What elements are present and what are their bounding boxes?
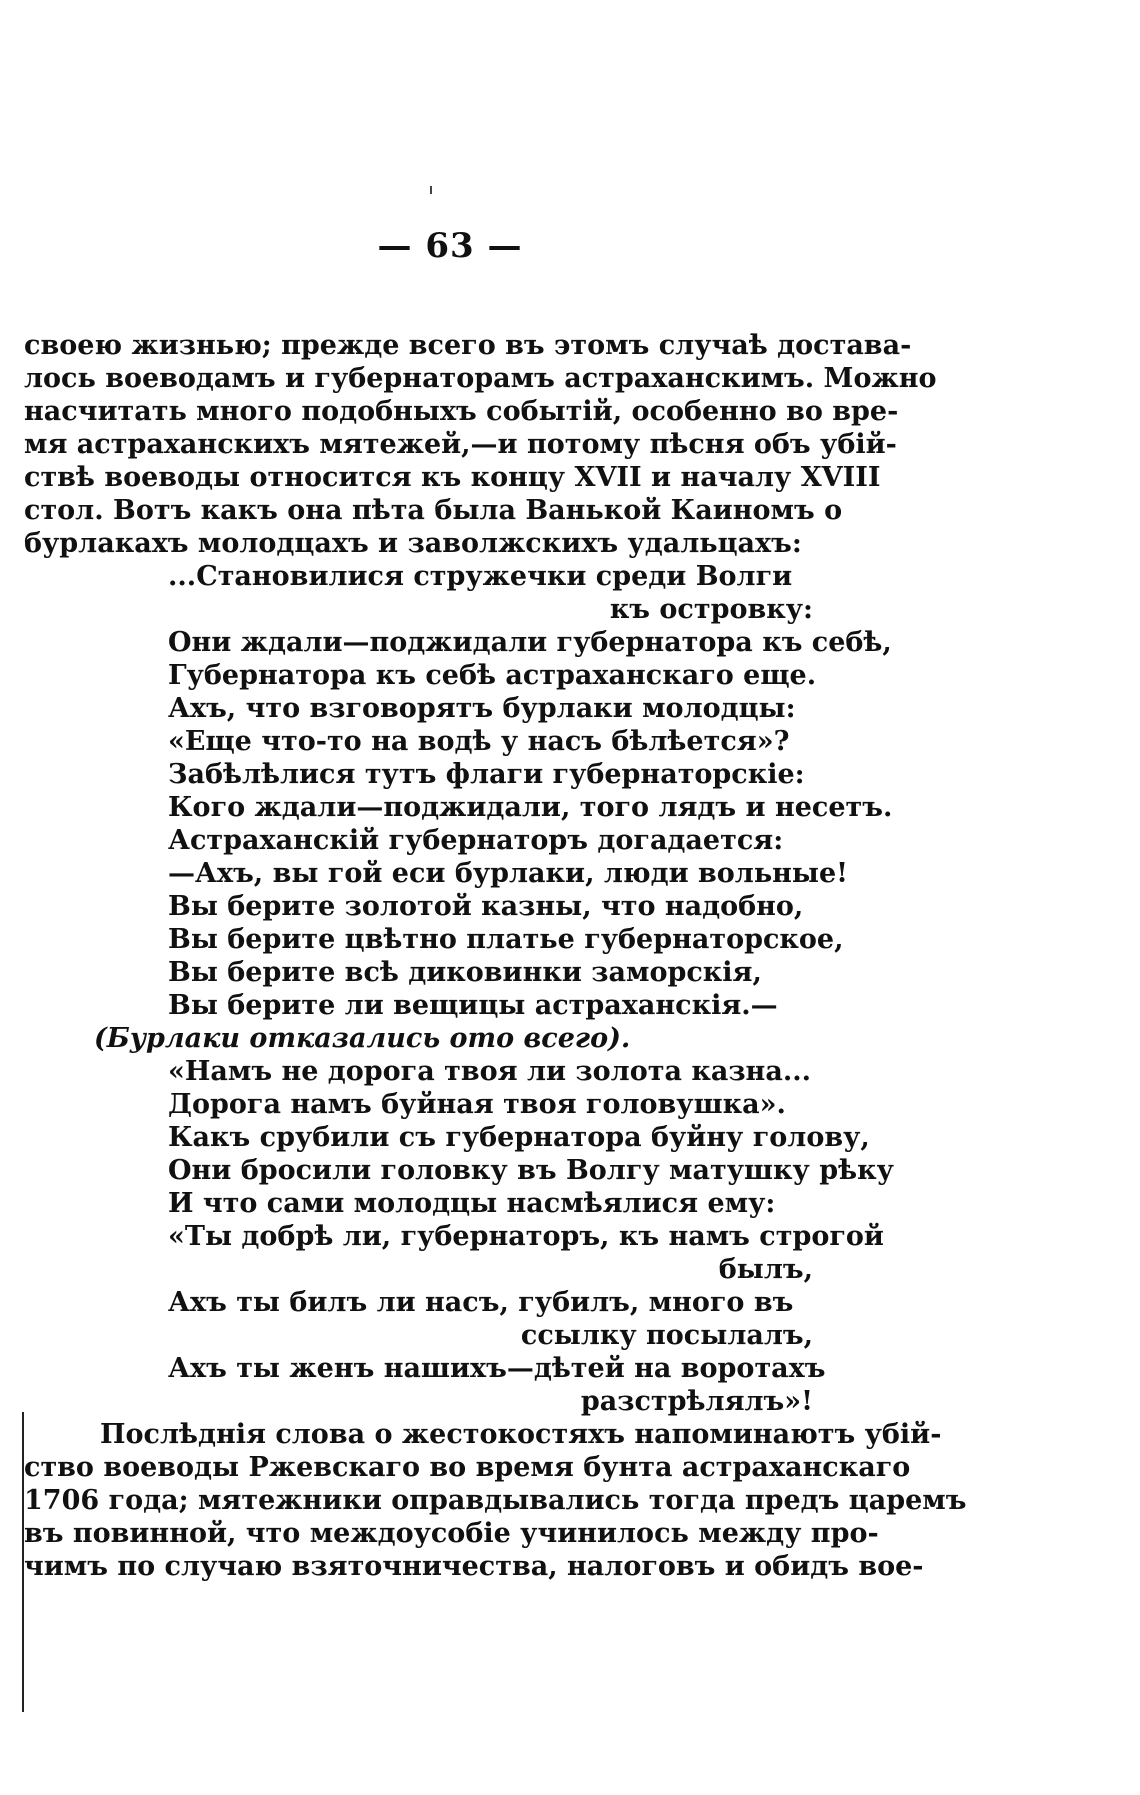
page-number: — 63 — (377, 226, 523, 266)
verse-line-continuation: къ островку: (609, 594, 813, 625)
verse-line: Кого ждали—поджидали, того лядъ и несетъ. (168, 792, 893, 823)
verse-line: Ахъ, что взговорятъ бурлаки молодцы: (168, 693, 796, 724)
prose-line: ство воеводы Ржевскаго во время бунта астраханскаго (24, 1452, 911, 1483)
verse-line: Вы берите золотой казны, что надобно, (168, 891, 804, 922)
verse-line: «Ты добрѣ ли, губернаторъ, къ намъ строгой (168, 1221, 884, 1252)
prose-line: стол. Вотъ какъ она пѣта была Ванькой Каиномъ о (24, 495, 843, 526)
verse-line: Они ждали—поджидали губернатора къ себѣ, (168, 627, 892, 658)
prose-line: ствѣ воеводы относится къ концу XVII и началу XVIII (24, 462, 881, 493)
verse-line: ...Становилися стружечки среди Волги (168, 561, 793, 592)
verse-line: Какъ срубили съ губернатора буйну голову, (168, 1122, 870, 1153)
verse-line: Губернатора къ себѣ астраханскаго еще. (168, 660, 817, 691)
verse-line: Вы берите цвѣтно платье губернаторское, (168, 924, 844, 955)
verse-line: Ахъ ты женъ нашихъ—дѣтей на воротахъ (168, 1353, 826, 1384)
verse-line: Забѣлѣлися тутъ флаги губернаторскіе: (168, 759, 805, 790)
verse-line-continuation: былъ, (718, 1254, 813, 1285)
verse-line-continuation: разстрѣлялъ»! (580, 1386, 813, 1417)
verse-line: И что сами молодцы насмѣялися ему: (168, 1188, 776, 1219)
prose-line: мя астраханскихъ мятежей,—и потому пѣсня объ убій- (24, 429, 897, 460)
verse-line: «Еще что-то на водѣ у насъ бѣлѣется»? (168, 726, 790, 757)
prose-line: 1706 года; мятежники оправдывались тогда предъ царемъ (24, 1485, 967, 1516)
verse-line: Они бросили головку въ Волгу матушку рѣку (168, 1155, 894, 1186)
verse-line: Дорога намъ буйная твоя головушка». (168, 1089, 786, 1120)
verse-line: Вы берите ли вещицы астраханскія.— (168, 990, 778, 1021)
prose-line: бурлакахъ молодцахъ и заволжскихъ удальцахъ: (24, 528, 802, 559)
prose-line: насчитать много подобныхъ событій, особенно во вре- (24, 396, 899, 427)
verse-line-continuation: ссылку посылалъ, (520, 1320, 813, 1351)
verse-line: Ахъ ты билъ ли насъ, губилъ, много въ (168, 1287, 794, 1318)
print-mark (430, 186, 432, 194)
verse-line: —Ахъ, вы гой еси бурлаки, люди вольные! (168, 858, 849, 889)
prose-line: чимъ по случаю взяточничества, налоговъ и обидъ вое- (24, 1551, 924, 1582)
verse-line: «Намъ не дорога твоя ли золота казна... (168, 1056, 812, 1087)
verse-line: Вы берите всѣ диковинки заморскія, (168, 957, 762, 988)
prose-line: Послѣднія слова о жестокостяхъ напоминаютъ убій- (100, 1419, 942, 1450)
stage-remark: (Бурлаки отказались ото всего). (94, 1023, 631, 1054)
prose-line: въ повинной, что междоусобіе учинилось между про- (24, 1518, 879, 1549)
prose-line: своею жизнью; прежде всего въ этомъ случаѣ достава- (24, 330, 912, 361)
verse-line: Астраханскій губернаторъ догадается: (168, 825, 784, 856)
prose-line: лось воеводамъ и губернаторамъ астраханскимъ. Можно (24, 363, 937, 394)
